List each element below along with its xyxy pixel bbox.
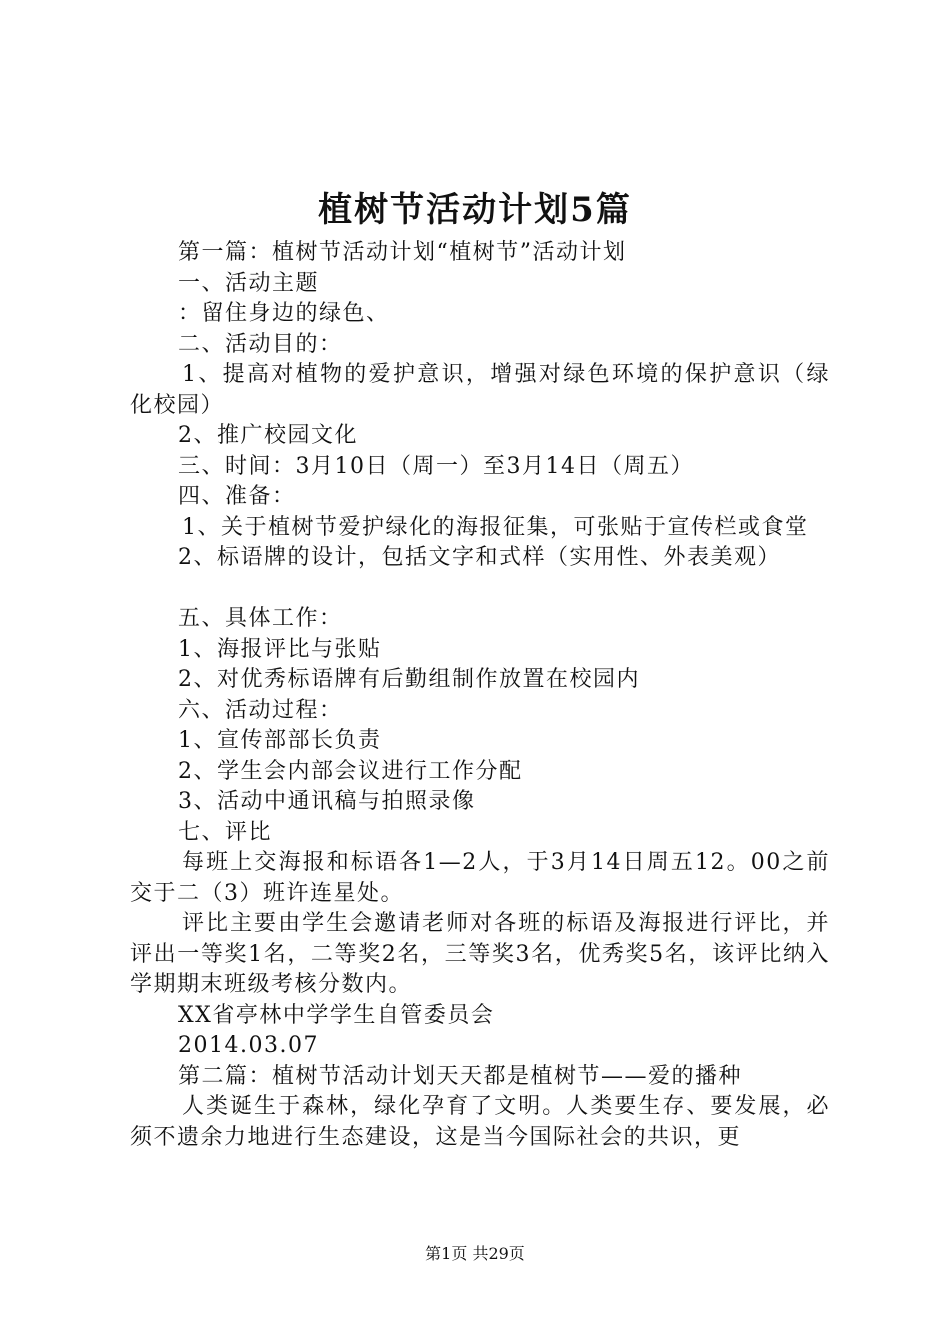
- paragraph: 六、活动过程：: [178, 697, 343, 723]
- paragraph: 2014.03.07: [178, 1033, 319, 1058]
- paragraph: ：留住身边的绿色、: [178, 301, 390, 326]
- paragraph: 评比主要由学生会邀请老师对各班的标语及海报进行评比，并评出一等奖1名，二等奖2名，三等奖3名，优秀奖5名，该评比纳入学期期末班级考核分数内。: [130, 911, 830, 997]
- paragraph: 1、提高对植物的爱护意识，增强对绿色环境的保护意识（绿化校园）: [130, 362, 830, 418]
- page-footer: 第1页 共29页: [425, 1244, 525, 1263]
- paragraph: 1、宣传部部长负责: [178, 728, 382, 753]
- paragraph: 2、对优秀标语牌有后勤组制作放置在校园内: [178, 667, 640, 692]
- paragraph: 2、学生会内部会议进行工作分配: [178, 758, 523, 784]
- paragraph: XX省亭林中学学生自管委员会: [178, 1002, 495, 1028]
- paragraph: 五、具体工作：: [178, 606, 343, 631]
- paragraph: 第一篇：植树节活动计划“植树节”活动计划: [178, 240, 627, 265]
- paragraph: 1、关于植树节爱护绿化的海报征集，可张贴于宣传栏或食堂: [182, 514, 809, 540]
- paragraph: 第二篇：植树节活动计划天天都是植树节——爱的播种: [178, 1063, 743, 1089]
- paragraph: 2、推广校园文化: [178, 423, 358, 448]
- document-title: 植树节活动计划5篇: [318, 190, 632, 230]
- paragraph: 二、活动目的：: [178, 331, 343, 357]
- blank-line: [130, 574, 830, 605]
- paragraph: 四、准备：: [178, 484, 296, 509]
- paragraph: 每班上交海报和标语各1—2人，于3月14日周五12。00之前交于二（3）班许连星处。: [130, 850, 830, 906]
- paragraph: 3、活动中通讯稿与拍照录像: [178, 789, 476, 814]
- paragraph: 七、评比: [178, 819, 273, 845]
- paragraph: 1、海报评比与张贴: [178, 636, 382, 662]
- document-body: [130, 238, 830, 1153]
- paragraph: 三、时间：3月10日（周一）至3月14日（周五）: [178, 453, 694, 479]
- paragraph: 人类诞生于森林，绿化孕育了文明。人类要生存、要发展，必须不遗余力地进行生态建设，这是当今国际社会的共识，更: [130, 1094, 830, 1150]
- paragraph: 2、标语牌的设计，包括文字和式样（实用性、外表美观）: [178, 545, 781, 570]
- paragraph: 一、活动主题: [178, 270, 320, 296]
